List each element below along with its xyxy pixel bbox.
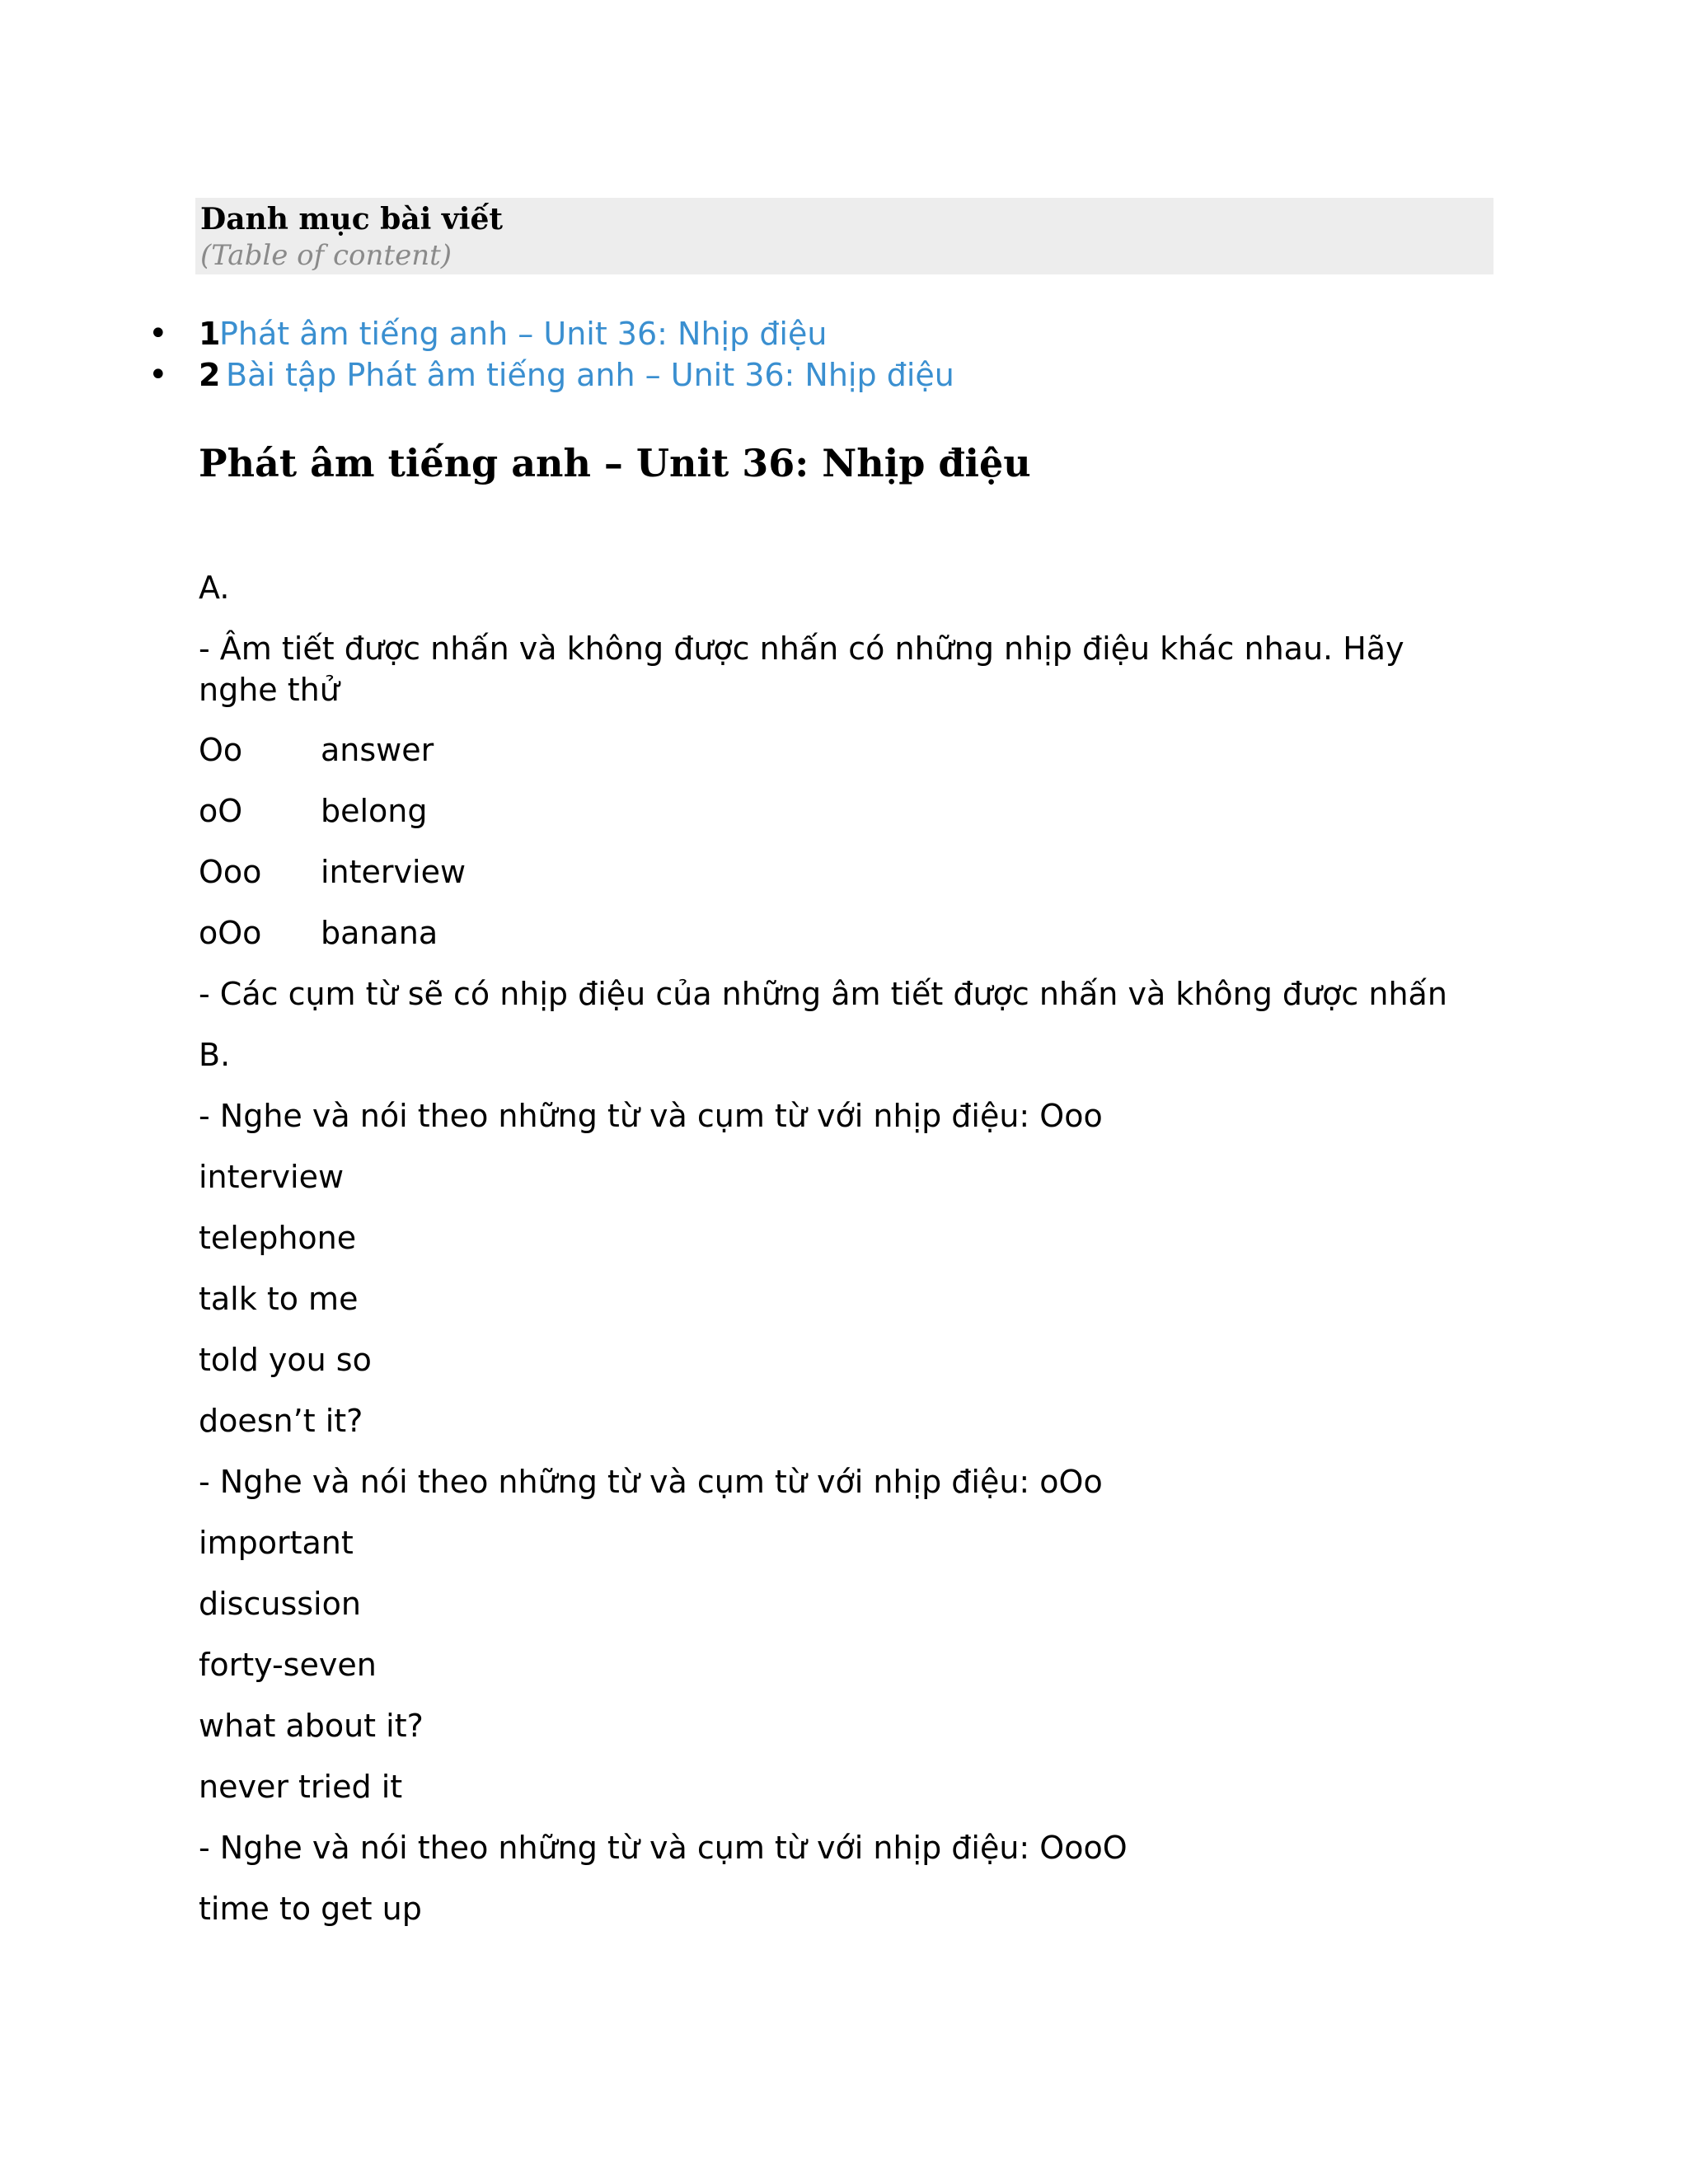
practice-item: doesn’t it? xyxy=(199,1403,363,1439)
group-instruction: - Nghe và nói theo những từ và cụm từ với nhịp điệu: oOo xyxy=(199,1464,1103,1500)
bullet-icon: • xyxy=(148,315,168,353)
practice-item: discussion xyxy=(199,1586,361,1622)
stress-pattern: oO xyxy=(199,793,243,829)
stress-pattern: Oo xyxy=(199,732,243,768)
section-a-intro: - Âm tiết được nhấn và không được nhấn có những nhịp điệu khác nhau. Hãy nghe thử xyxy=(199,630,1404,708)
section-a-note: - Các cụm từ sẽ có nhịp điệu của những âm tiết được nhấn và không được nhấn xyxy=(199,976,1447,1012)
toc-subtitle: (Table of content) xyxy=(200,239,452,272)
group-instruction: - Nghe và nói theo những từ và cụm từ với nhịp điệu: OooO xyxy=(199,1830,1128,1866)
practice-item: telephone xyxy=(199,1220,357,1256)
article-heading: Phát âm tiếng anh – Unit 36: Nhịp điệu xyxy=(199,441,1031,485)
practice-item: talk to me xyxy=(199,1281,359,1317)
practice-item: never tried it xyxy=(199,1769,403,1805)
stress-pattern: Ooo xyxy=(199,854,262,890)
stress-pattern: oOo xyxy=(199,915,262,951)
toc-item-number: 2 xyxy=(199,357,221,393)
example-row xyxy=(199,790,428,832)
practice-item: what about it? xyxy=(199,1708,424,1744)
practice-item: interview xyxy=(199,1159,345,1195)
example-row xyxy=(199,912,438,954)
bullet-icon: • xyxy=(148,356,168,394)
toc-link[interactable]: Bài tập Phát âm tiếng anh – Unit 36: Nhịp điệu xyxy=(226,357,954,393)
practice-item: time to get up xyxy=(199,1891,422,1927)
example-row xyxy=(199,729,434,771)
section-a-label: A. xyxy=(199,569,230,606)
section-b-label: B. xyxy=(199,1037,231,1073)
toc-title: Danh mục bài viết xyxy=(200,202,503,237)
toc-item-number: 1 xyxy=(199,316,221,352)
toc-link[interactable]: Phát âm tiếng anh – Unit 36: Nhịp điệu xyxy=(219,316,828,352)
practice-item: important xyxy=(199,1525,354,1561)
group-instruction: - Nghe và nói theo những từ và cụm từ với nhịp điệu: Ooo xyxy=(199,1098,1103,1134)
example-row xyxy=(199,851,466,893)
practice-item: forty-seven xyxy=(199,1647,377,1683)
practice-item: told you so xyxy=(199,1342,372,1378)
example-word: belong xyxy=(321,793,428,829)
example-word: answer xyxy=(321,732,434,768)
example-word: banana xyxy=(321,915,438,951)
table-of-contents-header xyxy=(195,198,1493,274)
example-word: interview xyxy=(321,854,467,890)
